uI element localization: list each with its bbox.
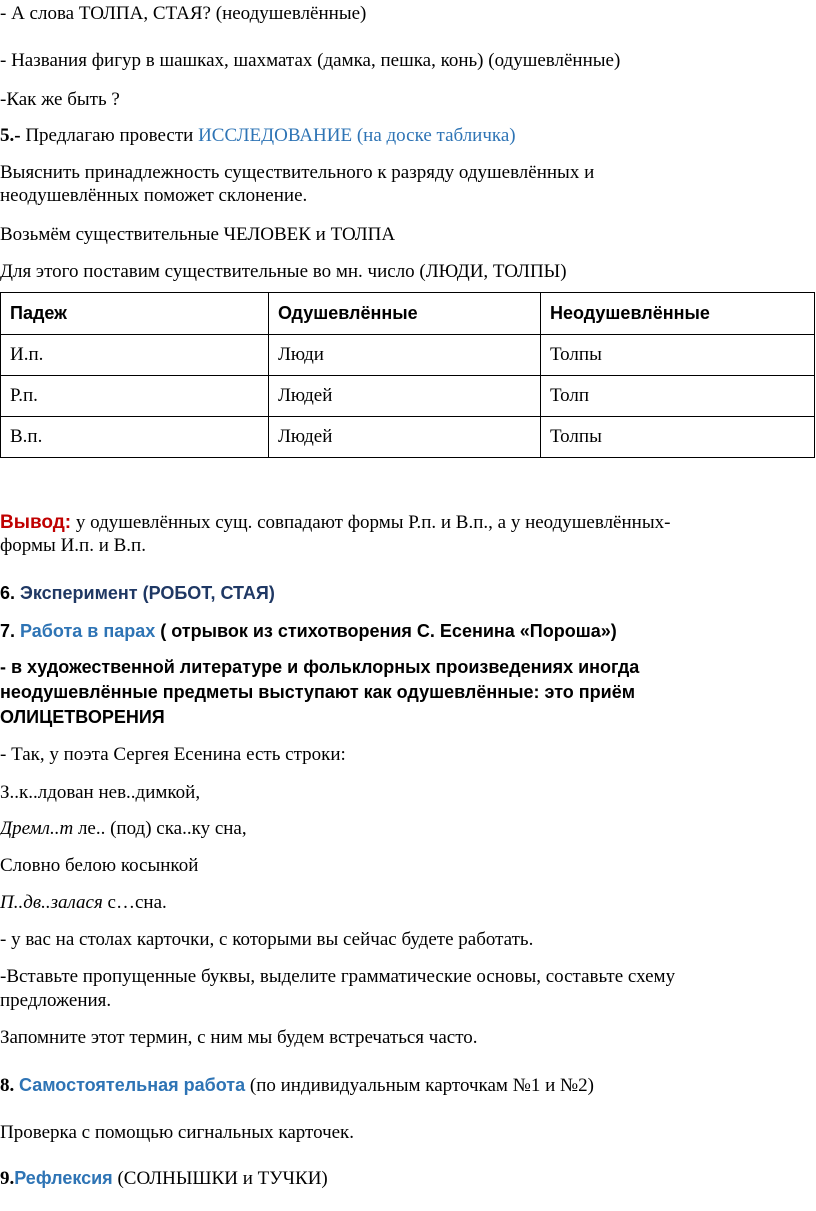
section-5-heading [0,125,516,147]
task-insert-letters-2: предложения. [0,990,112,1011]
section-7-number: 7. [0,621,21,641]
line-find-out-1: Выяснить принадлежность существительного к разряду одушевлённых и [0,162,595,183]
table-header-row [1,293,815,335]
conclusion-text: у одушевлённых сущ. совпадают формы Р.п. и В.п., а у неодушевлённых- [71,512,671,533]
table-cell: В.п. [1,417,269,458]
task-cards: - у вас на столах карточки, с которыми вы сейчас будете работать. [0,929,534,950]
personification-note-2: неодушевлённые предметы выступают как одушевлённые: это приём [0,682,636,702]
conclusion-line-1 [0,512,670,534]
table-cell: Р.п. [1,376,269,417]
line-take-nouns: Возьмём существительные ЧЕЛОВЕК и ТОЛПА [0,224,396,245]
poem-line-3: Словно белою косынкой [0,855,199,876]
personification-note-1: - в художественной литературе и фольклорных произведениях иногда [0,657,640,677]
section-9-text: (СОЛНЫШКИ и ТУЧКИ) [112,1168,328,1189]
table-row [1,417,815,458]
table-header-inanimate: Неодушевлённые [541,293,815,335]
table-cell: Толпы [541,417,815,458]
section-7-heading [0,620,617,642]
poem-line-4-italic: П..дв..залася [0,892,103,913]
check-signal-cards: Проверка с помощью сигнальных карточек. [0,1122,355,1143]
line-figure-names: - Названия фигур в шашках, шахматах (дамка, пешка, конь) (одушевлённые) [0,50,621,71]
table-cell: Люди [269,335,541,376]
section-9-reflection: Рефлексия [14,1168,113,1188]
poem-line-1: З..к..лдован нев..димкой, [0,782,201,803]
section-8-independent-work: Самостоятельная работа [19,1075,246,1095]
poem-line-4-rest: с…сна. [102,892,167,913]
poem-line-2-italic: Дремл..т [0,818,74,839]
section-6-title: Эксперимент (РОБОТ, СТАЯ) [20,583,275,603]
task-remember-term: Запомните этот термин, с ним мы будем встречаться часто. [0,1027,478,1048]
table-cell: Толп [541,376,815,417]
section-8-number: 8. [0,1075,19,1096]
section-9-heading [0,1167,328,1190]
section-8-heading [0,1074,594,1097]
section-9-number: 9. [0,1168,15,1189]
table-header-case: Падеж [1,293,269,335]
section-7-pair-work: Работа в парах [20,621,156,641]
section-5-research: ИССЛЕДОВАНИЕ (на доске табличка) [198,125,516,146]
table-cell: Людей [269,417,541,458]
table-cell: И.п. [1,335,269,376]
section-6-heading [0,582,275,604]
table-cell: Толпы [541,335,815,376]
table-cell: Людей [269,376,541,417]
table-row [1,376,815,417]
section-5-number: 5.- [0,125,21,146]
line-tolpa-staya: - А слова ТОЛПА, СТАЯ? (неодушевлённые) [0,3,367,24]
conclusion-line-2: формы И.п. и В.п. [0,535,146,556]
poem-line-4 [0,892,167,914]
poem-line-2-rest: ле.. (под) ска..ку сна, [73,818,247,839]
poem-line-2 [0,818,247,840]
table-row [1,335,815,376]
poem-intro: - Так, у поэта Сергея Есенина есть строки: [0,744,346,765]
line-how-to-be: -Как же быть ? [0,89,120,110]
section-6-number: 6. [0,583,16,603]
line-plural: Для этого поставим существительные во мн. число (ЛЮДИ, ТОЛПЫ) [0,261,567,282]
personification-note-3: ОЛИЦЕТВОРЕНИЯ [0,707,165,727]
conclusion-label: Вывод: [0,512,72,533]
section-5-text: Предлагаю провести [20,125,199,146]
line-find-out-2: неодушевлённых поможет склонение. [0,185,308,206]
declension-table [0,292,815,458]
task-insert-letters-1: -Вставьте пропущенные буквы, выделите грамматические основы, составьте схему [0,966,676,987]
table-header-animate: Одушевлённые [269,293,541,335]
section-7-text: ( отрывок из стихотворения С. Есенина «Пороша») [155,621,617,641]
section-8-text: (по индивидуальным карточкам №1 и №2) [245,1075,594,1096]
